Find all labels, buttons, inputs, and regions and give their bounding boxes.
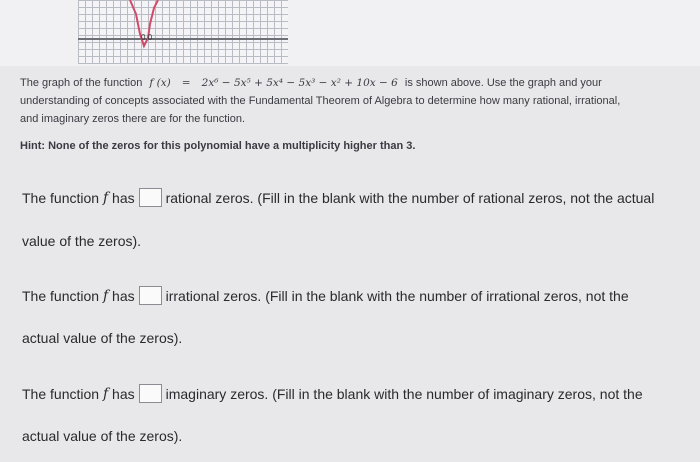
- polynomial-expression: 2x⁶ − 5x⁵ + 5x⁴ − 5x³ − x² + 10x − 6: [201, 77, 398, 89]
- question-imaginary: [22, 384, 643, 403]
- question-prefix: The function: [22, 189, 100, 206]
- irrational-zeros-input[interactable]: [139, 286, 162, 305]
- question-has: has: [112, 287, 135, 304]
- function-variable: f: [102, 189, 109, 206]
- question-after-text: imaginary zeros. (Fill in the blank with the number of imaginary zeros, not the: [165, 385, 643, 402]
- question-prefix: The function: [22, 385, 100, 402]
- intro-line-3: and imaginary zeros there are for the function.: [20, 113, 246, 125]
- intro-text-b: is shown above. Use the graph and your: [404, 77, 602, 89]
- imaginary-zeros-input[interactable]: [139, 384, 162, 403]
- equals-sign: =: [181, 77, 191, 89]
- intro-line-1: [20, 77, 602, 89]
- intro-text-a: The graph of the function: [20, 77, 143, 89]
- question-has: has: [112, 189, 135, 206]
- function-name: f (x): [149, 77, 171, 89]
- graph-origin-label: 0.0: [141, 33, 153, 42]
- function-variable: f: [102, 287, 109, 304]
- question-irrational: [22, 286, 629, 305]
- function-curve: [78, 0, 288, 64]
- question-irrational-continued: actual value of the zeros).: [22, 330, 183, 346]
- question-prefix: The function: [22, 287, 100, 304]
- function-variable: f: [102, 385, 109, 402]
- question-after-text: rational zeros. (Fill in the blank with the number of rational zeros, not the actual: [165, 189, 655, 206]
- intro-line-2: understanding of concepts associated with the Fundamental Theorem of Algebra to determine how many rational, irrational,: [20, 95, 621, 107]
- question-rational-continued: value of the zeros).: [22, 233, 142, 249]
- hint-text: Hint: None of the zeros for this polynomial have a multiplicity higher than 3.: [20, 140, 416, 152]
- question-imaginary-continued: actual value of the zeros).: [22, 428, 183, 444]
- question-rational: [22, 188, 654, 207]
- question-after-text: irrational zeros. (Fill in the blank with the number of irrational zeros, not the: [165, 287, 629, 304]
- question-has: has: [112, 385, 135, 402]
- graph-area: [0, 0, 700, 66]
- rational-zeros-input[interactable]: [139, 188, 162, 207]
